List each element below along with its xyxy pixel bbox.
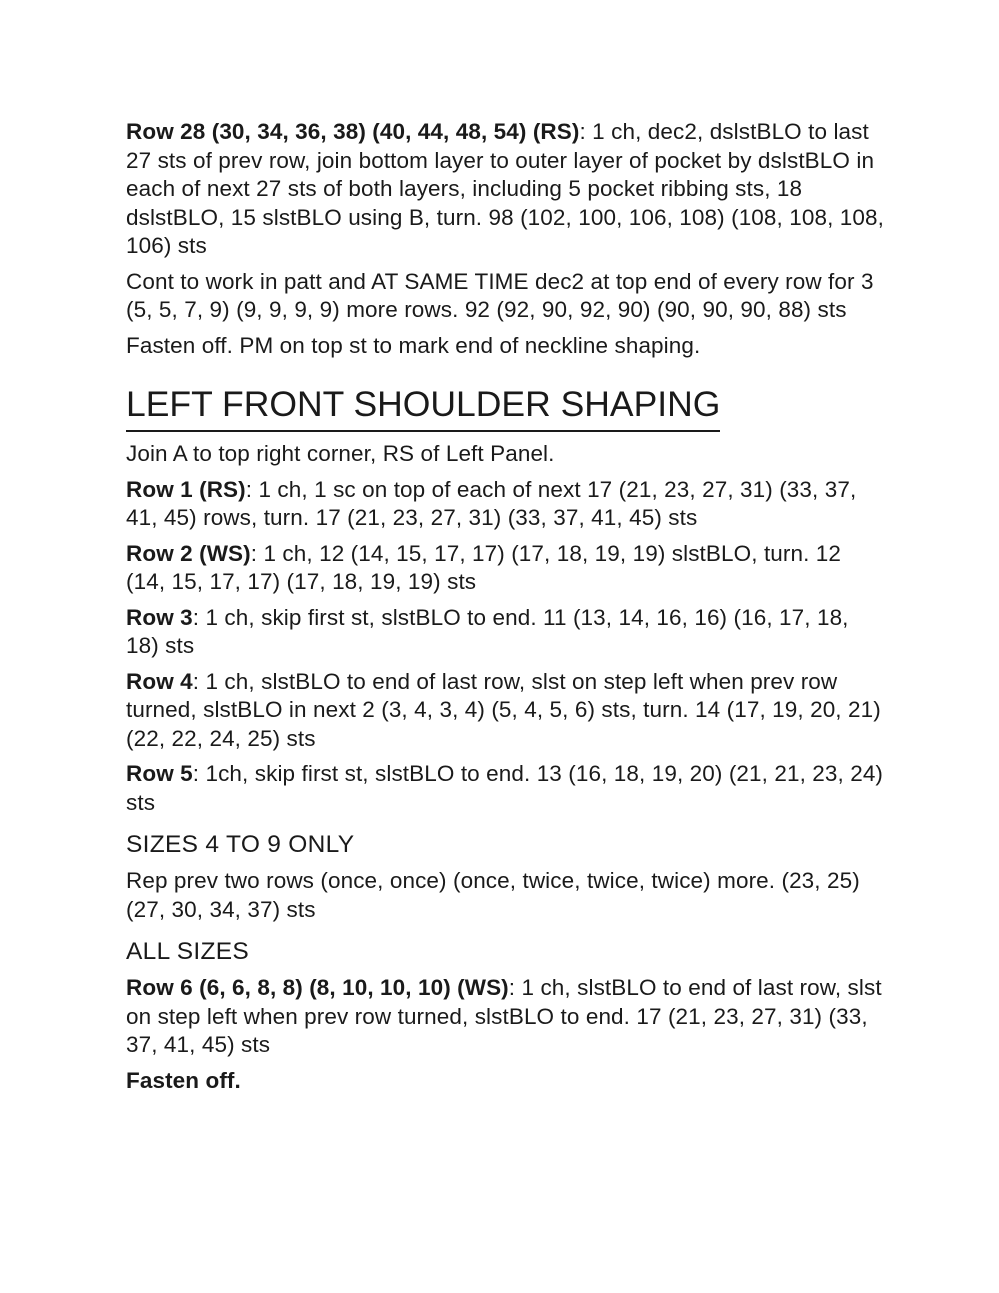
final-label: Fasten off. [126, 1067, 241, 1093]
row-label: Row 4 [126, 668, 193, 694]
row-2-instruction [126, 540, 886, 597]
row-text: : 1ch, skip first st, slstBLO to end. 13 (16, 18, 19, 20) (21, 21, 23, 24) sts [126, 761, 884, 815]
row-3-instruction [126, 604, 886, 661]
row-28-instruction [126, 118, 886, 261]
row-label: Row 2 (WS) [126, 540, 251, 566]
row-5-instruction [126, 760, 886, 817]
row-label: Row 3 [126, 604, 193, 630]
row-label: Row 28 (30, 34, 36, 38) (40, 44, 48, 54) (RS) [126, 119, 580, 144]
continue-instruction: Cont to work in patt and AT SAME TIME dec2 at top end of every row for 3 (5, 5, 7, 9) (9, 9, 9, 9) more rows. 92 (92, 90, 92, 90) (90, 90, 90, 88) sts [126, 268, 874, 322]
row-text: : 1 ch, 1 sc on top of each of next 17 (21, 23, 27, 31) (33, 37, 41, 45) rows, turn. 17 (21, 23, 27, 31) (33, 37, 41, 45) sts [126, 476, 857, 530]
pattern-page [126, 118, 886, 1095]
section-heading: LEFT FRONT SHOULDER SHAPING [126, 384, 720, 432]
row-text: : 1 ch, skip first st, slstBLO to end. 11 (13, 14, 16, 16) (16, 17, 18, 18) sts [126, 604, 849, 658]
row-text: : 1 ch, slstBLO to end of last row, slst on step left when prev row turned, slstBLO in next 2 (3, 4, 3, 4) (5, 4, 5, 6) sts, turn. 14 (17, 19, 20, 21) (22, 22, 24, 25) sts [126, 668, 881, 751]
row-label: Row 5 [126, 761, 193, 786]
fasten-off-instruction: Fasten off. PM on top st to mark end of neckline shaping. [126, 332, 701, 358]
final-fasten-off [126, 1067, 886, 1096]
row-label: Row 1 (RS) [126, 476, 246, 502]
row-text: : 1 ch, 12 (14, 15, 17, 17) (17, 18, 19, 19) slstBLO, turn. 12 (14, 15, 17, 17) (17, 18, 19, 19) sts [126, 540, 842, 594]
row-4-instruction [126, 668, 886, 754]
join-instruction: Join A to top right corner, RS of Left Panel. [126, 441, 555, 466]
row-text: : 1 ch, slstBLO to end of last row, slst on step left when prev row turned, slstBLO to end. 17 (21, 23, 27, 31) (33, 37, 41, 45) sts [126, 975, 882, 1057]
row-text: : 1 ch, dec2, dslstBLO to last 27 sts of prev row, join bottom layer to outer layer of pocket by dslstBLO in each of next 27 sts of both layers, including 5 pocket ribbing sts, 18 dslstBLO, 15 slstBLO using B, turn. 98 (102, 100, 106, 108) (108, 108, 108, 106) sts [126, 119, 884, 258]
row-6-instruction [126, 974, 886, 1060]
sizes-instruction: Rep prev two rows (once, once) (once, twice, twice, twice) more. (23, 25) (27, 30, 34, 37) sts [126, 868, 860, 922]
all-sizes-subheading: ALL SIZES [126, 938, 249, 965]
sizes-subheading: SIZES 4 TO 9 ONLY [126, 831, 355, 858]
row-label: Row 6 (6, 6, 8, 8) (8, 10, 10, 10) (WS) [126, 975, 509, 1000]
row-1-instruction [126, 476, 886, 533]
